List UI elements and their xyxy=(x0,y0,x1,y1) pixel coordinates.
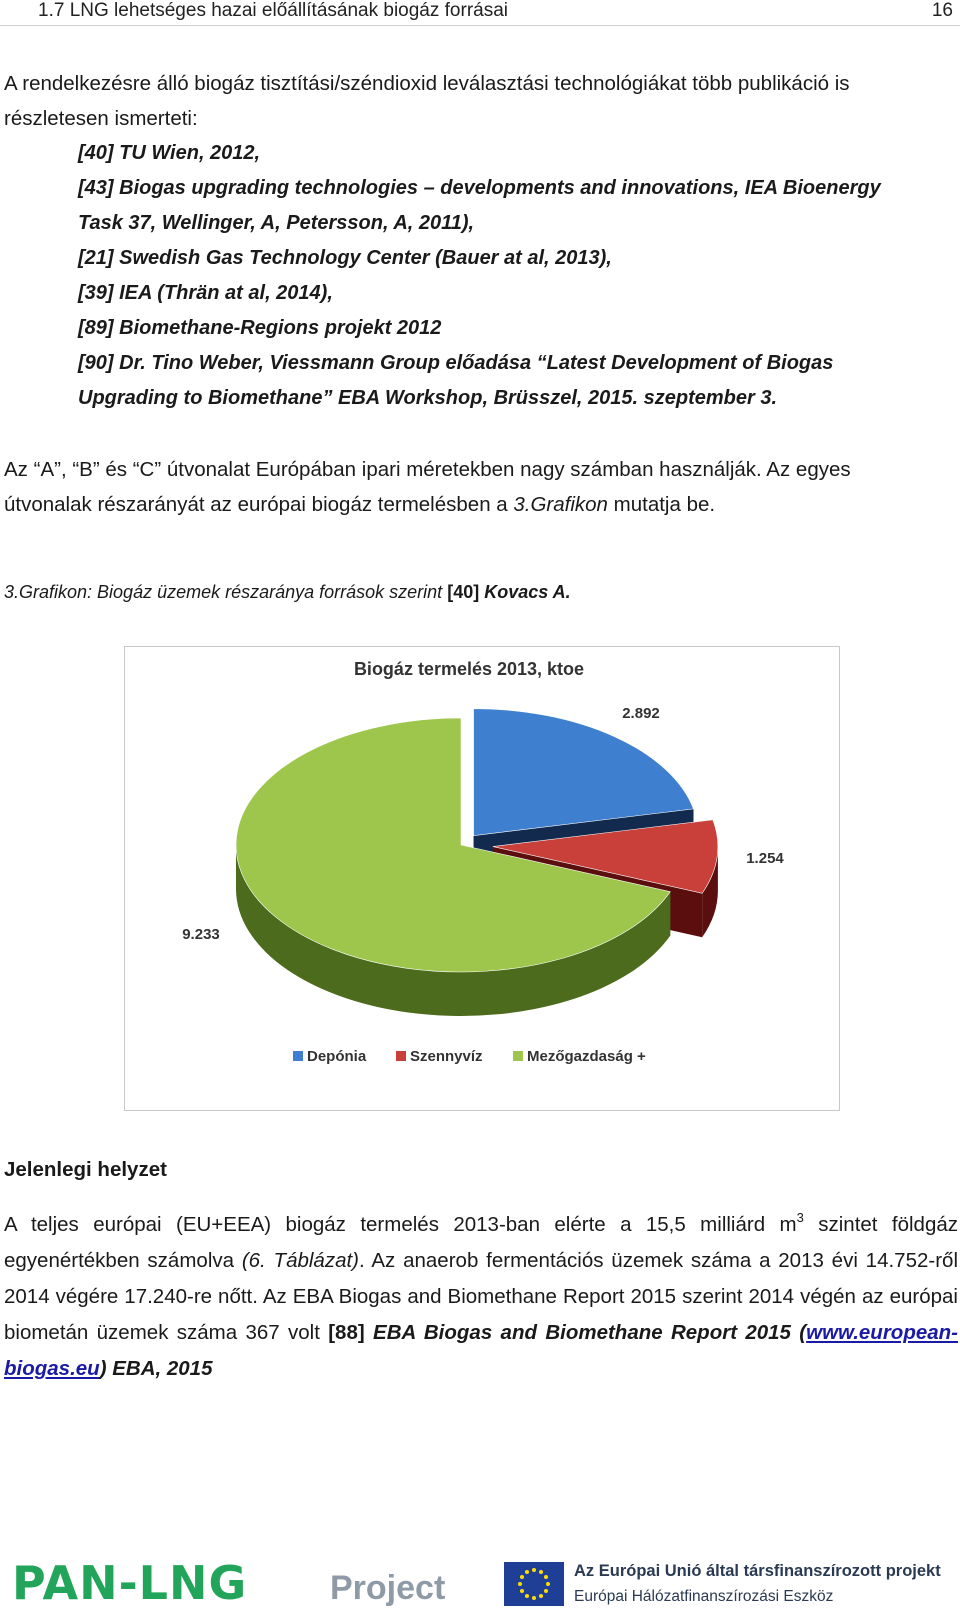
legend-entry: Szennyvíz xyxy=(410,1048,483,1065)
text-span: A teljes európai (EU+EEA) biogáz termelés 2013-ban elérte a 15,5 milliárd m xyxy=(4,1213,797,1236)
reference-list xyxy=(78,136,956,416)
data-label: 1.254 xyxy=(746,850,784,867)
caption-label: 3.Grafikon: Biogáz üzemek részaránya források szerint xyxy=(4,582,448,602)
page-number: 16 xyxy=(931,0,953,21)
legend-entry: Mezőgazdaság + xyxy=(527,1048,646,1065)
cef-text: Európai Hálózatfinanszírozási Eszköz xyxy=(574,1588,834,1605)
table-reference: (6. Táblázat) xyxy=(241,1249,360,1272)
legend-swatch xyxy=(513,1051,523,1061)
caption-ref: [40] xyxy=(447,582,480,602)
page-footer xyxy=(0,1552,960,1614)
legend-swatch xyxy=(396,1051,406,1061)
reference-item: [40] TU Wien, 2012, xyxy=(78,142,261,164)
reference-item: [43] Biogas upgrading technologies – developments and innovations, IEA Bioenergy xyxy=(78,177,881,199)
chart-caption xyxy=(4,580,571,604)
section-title: Jelenlegi helyzet xyxy=(4,1158,167,1181)
text-span: . Az anaerob fermentációs üzemek száma a 2013 évi 14.752-ről 2014 végére 17.240-re nőtt. Az EBA Biogas and Biomethane Report 2015 szerint 2014 végén az európai biometán üzemek száma 367 volt xyxy=(4,1249,958,1344)
paragraph-routes-line-1: Az “A”, “B” és “C” útvonalat Európában ipari méretekben nagy számban használják. Az egyes xyxy=(4,458,851,481)
reference-item: [90] Dr. Tino Weber, Viessmann Group előadása “Latest Development of Biogas xyxy=(78,352,834,374)
pie-chart xyxy=(124,646,840,1111)
paragraph-routes-line-2 xyxy=(4,487,956,522)
header-title: 1.7 LNG lehetséges hazai előállításának biogáz forrásai xyxy=(38,0,509,21)
intro-line-1: A rendelkezésre álló biogáz tisztítási/széndioxid leválasztási technológiákat több publikáció is xyxy=(4,72,850,95)
legend-entry: Depónia xyxy=(307,1048,367,1065)
project-logo-text: Project xyxy=(330,1569,446,1607)
reference-item: [21] Swedish Gas Technology Center (Bauer at al, 2013), xyxy=(78,247,612,269)
header-divider xyxy=(0,25,960,26)
paragraph-current-status xyxy=(4,1207,958,1387)
eu-flag-icon xyxy=(504,1562,564,1606)
text-span: szintet földgáz egyenértékben számolva xyxy=(4,1213,958,1272)
chart-title: Biogáz termelés 2013, ktoe xyxy=(353,659,585,679)
eu-cofinanced-text: Az Európai Unió által társfinanszírozott projekt xyxy=(574,1562,941,1580)
pie-chart-svg xyxy=(125,647,839,1110)
text-span: útvonalak részarányát az európai biogáz termelésben a xyxy=(4,493,514,516)
caption-author: Kovacs A. xyxy=(479,582,571,602)
citation-title: EBA Biogas and Biomethane Report 2015 ( xyxy=(364,1321,807,1344)
chart-reference: 3.Grafikon xyxy=(513,493,608,516)
superscript: 3 xyxy=(796,1210,804,1225)
reference-item: [39] IEA (Thrän at al, 2014), xyxy=(78,282,333,304)
citation-end: ) EBA, 2015 xyxy=(99,1357,213,1380)
page-header xyxy=(38,0,953,26)
intro-line-2: részletesen ismerteti: xyxy=(4,107,198,130)
reference-item: Task 37, Wellinger, A, Petersson, A, 2011), xyxy=(78,212,475,234)
text-span: mutatja be. xyxy=(607,493,716,516)
citation-number: [88] xyxy=(328,1321,365,1344)
data-label: 9.233 xyxy=(182,926,220,943)
pan-lng-logo: PAN-LNG xyxy=(12,1556,248,1610)
reference-item: [89] Biomethane-Regions projekt 2012 xyxy=(78,317,442,339)
reference-item: Upgrading to Biomethane” EBA Workshop, Brüsszel, 2015. szeptember 3. xyxy=(78,387,778,409)
paragraph-routes xyxy=(4,452,956,522)
intro-paragraph xyxy=(4,66,956,136)
data-label: 2.892 xyxy=(622,705,660,722)
legend-swatch xyxy=(293,1051,303,1061)
eba-link[interactable]: www.european-biogas.eu xyxy=(4,1321,958,1380)
